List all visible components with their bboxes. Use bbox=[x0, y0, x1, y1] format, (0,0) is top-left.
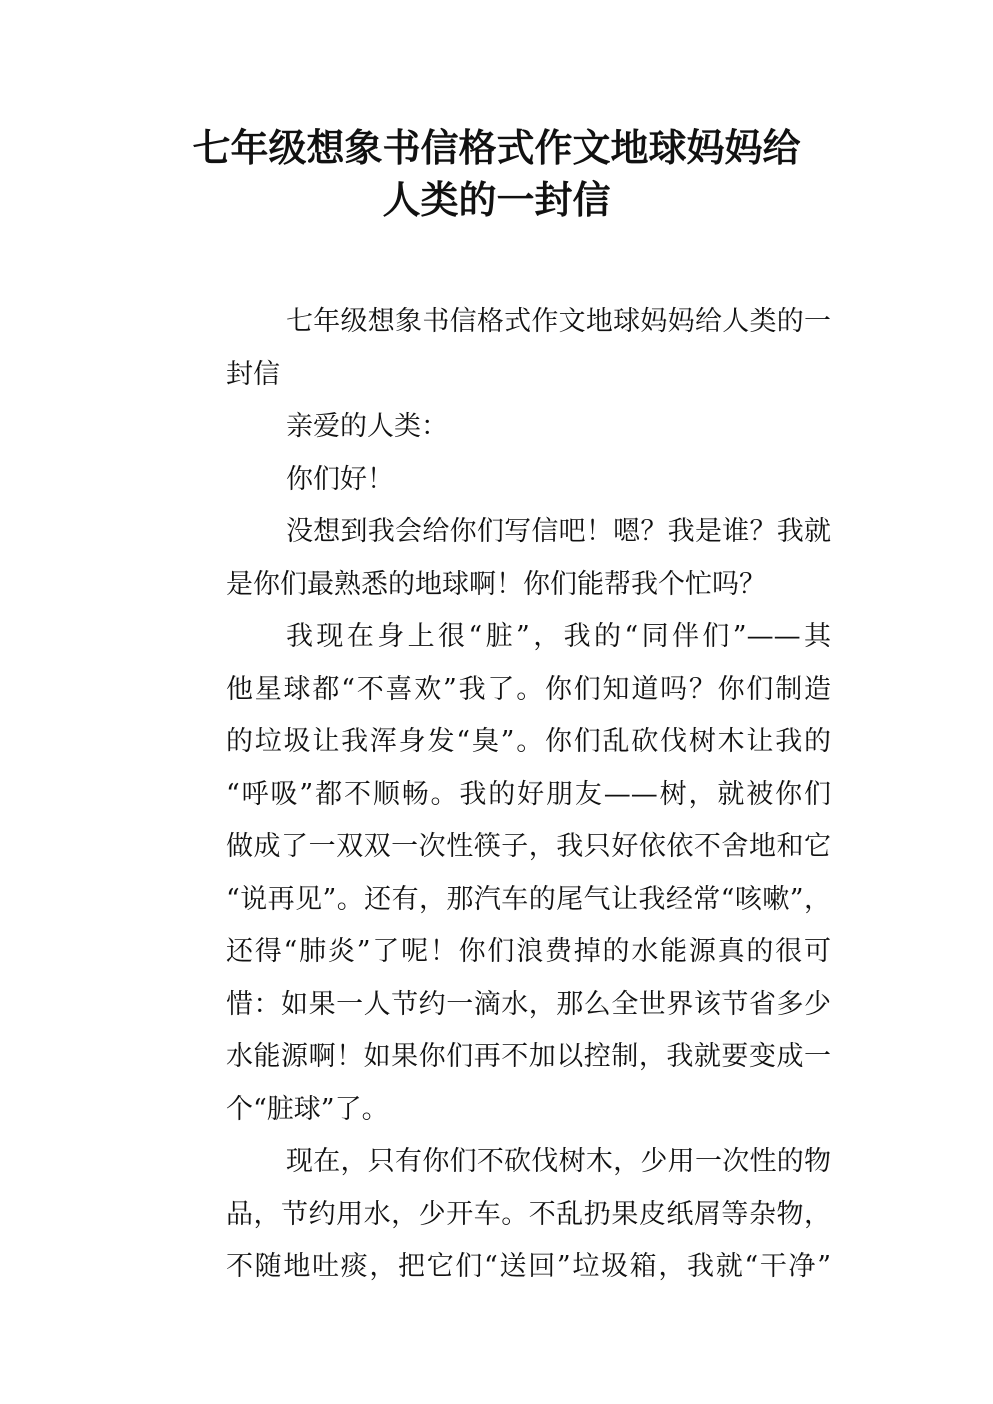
paragraph-line: 封信 bbox=[226, 358, 280, 390]
paragraph-line: “说再见”。还有，那汽车的尾气让我经常“咳嗽”， bbox=[226, 883, 831, 915]
paragraph-intro bbox=[166, 506, 831, 611]
paragraph-salutation bbox=[166, 401, 831, 454]
paragraph-line: 做成了一双双一次性筷子，我只好依依不舍地和它 bbox=[226, 831, 831, 862]
paragraph-request bbox=[166, 1136, 831, 1294]
paragraph-line: “呼吸”都不顺畅。我的好朋友——树，就被你们 bbox=[226, 778, 831, 810]
paragraph-line: 个“脏球”了。 bbox=[226, 1093, 389, 1125]
title-line-2: 人类的一封信 bbox=[382, 178, 611, 222]
paragraph-line: 我现在身上很“脏”，我的“同伴们”——其 bbox=[286, 621, 831, 652]
paragraph-line: 惜：如果一人节约一滴水，那么全世界该节省多少 bbox=[226, 988, 831, 1020]
title-line-1: 七年级想象书信格式作文地球妈妈给 bbox=[192, 126, 801, 170]
paragraph-line: 不随地吐痰，把它们“送回”垃圾箱，我就“干净” bbox=[226, 1251, 831, 1282]
paragraph-line: 是你们最熟悉的地球啊！你们能帮我个忙吗？ bbox=[226, 568, 766, 600]
paragraph-line: 还得“肺炎”了呢！你们浪费掉的水能源真的很可 bbox=[226, 936, 831, 967]
paragraph-line: 品，节约用水，少开车。不乱扔果皮纸屑等杂物， bbox=[226, 1198, 831, 1230]
paragraph-line: 没想到我会给你们写信吧！嗯？我是谁？我就 bbox=[286, 516, 831, 547]
paragraph-line: 现在，只有你们不砍伐树木，少用一次性的物 bbox=[286, 1146, 831, 1177]
document-title bbox=[150, 122, 843, 226]
paragraph-greeting bbox=[166, 454, 831, 507]
paragraph-line: 亲爱的人类： bbox=[286, 411, 448, 442]
paragraph-complaint bbox=[166, 611, 831, 1136]
paragraph-line: 他星球都“不喜欢”我了。你们知道吗？你们制造 bbox=[226, 673, 831, 705]
paragraph-line: 的垃圾让我浑身发“臭”。你们乱砍伐树木让我的 bbox=[226, 726, 831, 757]
paragraph-line: 你们好！ bbox=[286, 463, 394, 495]
paragraph-line: 七年级想象书信格式作文地球妈妈给人类的一 bbox=[286, 306, 831, 337]
paragraph-heading-repeat bbox=[166, 296, 831, 401]
document-body bbox=[166, 296, 831, 1294]
paragraph-line: 水能源啊！如果你们再不加以控制，我就要变成一 bbox=[226, 1041, 831, 1072]
